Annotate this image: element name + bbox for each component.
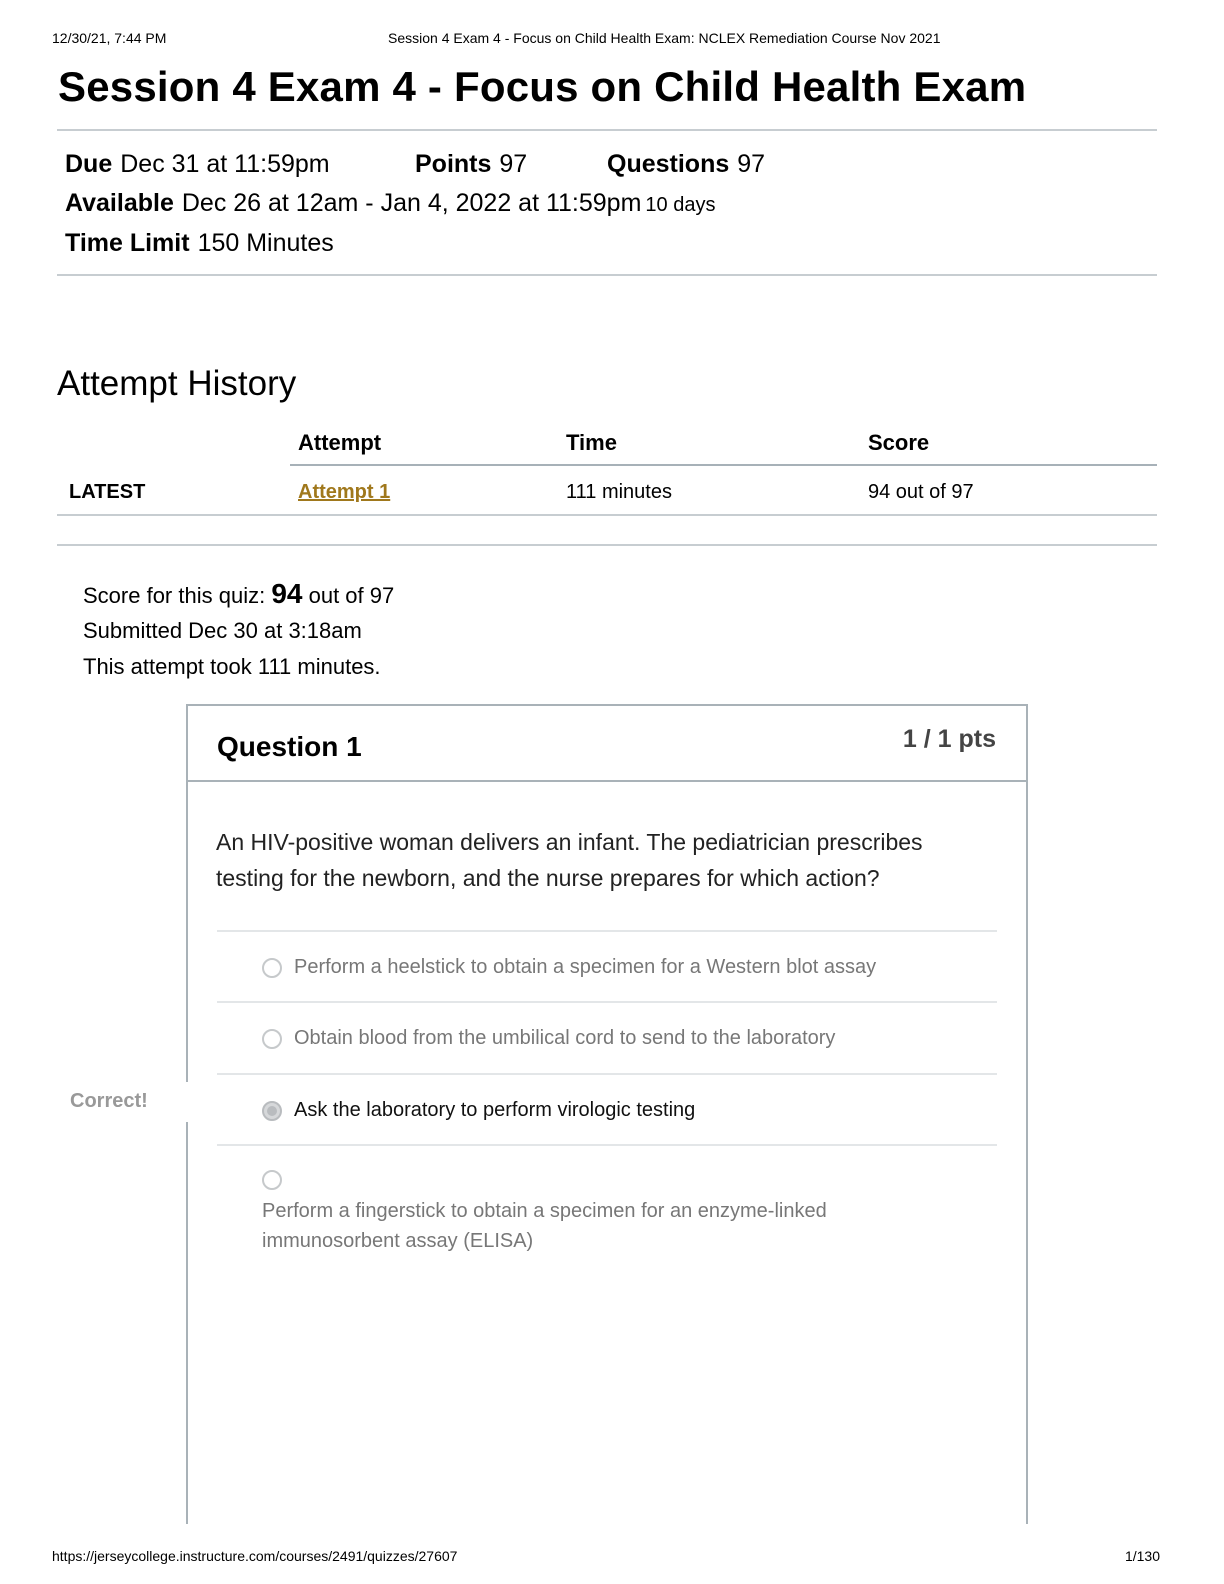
feedback-gap (180, 1082, 192, 1122)
page-title: Session 4 Exam 4 - Focus on Child Health Exam (58, 63, 1027, 110)
questions-label: Questions (607, 150, 730, 178)
radio-button[interactable] (262, 1170, 282, 1190)
attempt-time: 111 minutes (566, 481, 672, 503)
answer-label: Obtain blood from the umbilical cord to send to the laboratory (294, 1027, 836, 1049)
print-url: https://jerseycollege.instructure.com/courses/2491/quizzes/27607 (52, 1548, 458, 1564)
answer-divider (217, 1073, 997, 1075)
answer-label: Ask the laboratory to perform virologic testing (294, 1099, 696, 1121)
answer-option-selected[interactable] (262, 1099, 695, 1122)
time-limit-value: 150 Minutes (197, 229, 334, 257)
quiz-available (65, 189, 715, 218)
submitted-time: Submitted Dec 30 at 3:18am (83, 618, 362, 643)
score-value: 94 (271, 578, 303, 609)
answer-divider (217, 930, 997, 932)
quiz-questions (607, 150, 765, 179)
question-points: 1 / 1 pts (902, 725, 996, 753)
column-header-score: Score (868, 430, 930, 455)
quiz-time-limit (65, 229, 334, 258)
answer-label: Perform a fingerstick to obtain a specimen for an enzyme-linked immunosorbent assay (ELISA) (262, 1200, 827, 1252)
print-document-title: Session 4 Exam 4 - Focus on Child Health Exam: NCLEX Remediation Course Nov 2021 (388, 30, 941, 46)
radio-button-checked[interactable] (262, 1101, 282, 1121)
print-page-number: 1/130 (1124, 1548, 1160, 1564)
points-value: 97 (499, 150, 528, 178)
quiz-score-summary (83, 578, 394, 610)
print-date: 12/30/21, 7:44 PM (52, 30, 167, 46)
question-text: An HIV-positive woman delivers an infant. The pediatrician prescribes testing for the newborn, and the nurse prepares for which action? (216, 829, 923, 891)
column-header-time: Time (566, 430, 617, 455)
available-value: Dec 26 at 12am - Jan 4, 2022 at 11:59pm (181, 189, 642, 217)
score-suffix: out of 97 (308, 583, 395, 608)
answer-option[interactable] (262, 1027, 835, 1050)
quiz-points (415, 150, 527, 179)
divider (57, 129, 1157, 131)
questions-value: 97 (737, 150, 766, 178)
latest-badge: LATEST (69, 481, 146, 503)
print-footer (52, 1548, 1160, 1568)
radio-button[interactable] (262, 958, 282, 978)
question-header (188, 706, 1026, 782)
divider (57, 274, 1157, 276)
available-label: Available (65, 189, 174, 217)
answer-option[interactable] (262, 956, 876, 979)
points-label: Points (415, 150, 492, 178)
table-header-divider (290, 464, 1157, 466)
answer-option[interactable] (262, 1170, 962, 1256)
question-title: Question 1 (217, 731, 362, 762)
time-limit-label: Time Limit (65, 229, 190, 257)
table-row-divider (57, 514, 1157, 516)
divider (57, 544, 1157, 546)
column-header-attempt: Attempt (298, 430, 382, 455)
answer-label: Perform a heelstick to obtain a specimen for a Western blot assay (294, 956, 877, 978)
attempt-duration: This attempt took 111 minutes. (83, 654, 381, 679)
due-label: Due (65, 150, 113, 178)
available-days: 10 days (645, 194, 716, 216)
correct-feedback: Correct! (70, 1090, 148, 1112)
attempt-score: 94 out of 97 (868, 481, 974, 503)
radio-button[interactable] (262, 1029, 282, 1049)
score-prefix: Score for this quiz: (83, 583, 266, 608)
attempt-1-link[interactable]: Attempt 1 (298, 481, 391, 503)
attempt-history-heading: Attempt History (57, 364, 297, 403)
answer-divider (217, 1001, 997, 1003)
print-header (52, 30, 1172, 50)
quiz-meta-row-1 (65, 150, 330, 179)
answer-divider (217, 1144, 997, 1146)
due-value: Dec 31 at 11:59pm (120, 150, 330, 178)
